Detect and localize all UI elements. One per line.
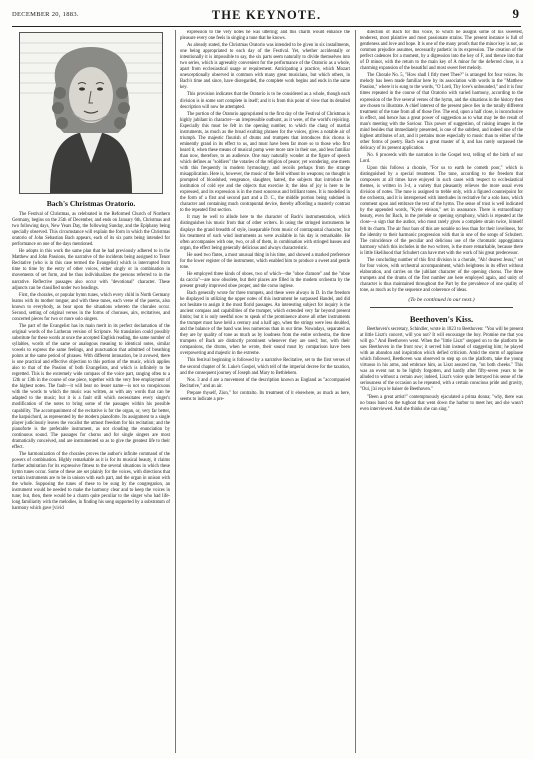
to-be-continued: (To be continued in our next.) (408, 297, 475, 304)
article-paragraph: Upon this follows a chorale, "For us to earth he cometh poor," which is distinguished by a special treatment. The tune, according to the freedom that composers at all times have enjoyed in such cases with respect to ecclesiastical themes, is written in 3-4, a variety that pleasantly relieves the more usual even division of notes. The tune is assigned to treble only, with a figured counterpoint for the orchestra, and it is interspersed with interludes in recitative for a solo bass, which comment upon and embrace the text of the hymn. The sense of trust is well indicated by the appended words, "Kyrie eleison," set in assonance. There is extraordinary beauty, even for Bach, in the prelude or opening symphony, which is repeated at the close—a sign that the author, who most rarely gives a complete strain twice, himself felt its charm. The air four bars of this are notable no less than for their loveliness, for the identity to their harmonic progression with that in one of the songs of Schubert. The coincidence of the peculiar and delicious use of the chromatic appoggiatura harmony which this includes in the two writers, is the more remarkable, because there is little likelihood that Schubert can have met with the work of his great predecessor. (360, 166, 523, 256)
column-divider (175, 30, 176, 753)
article-paragraph: No. 6 proceeds with the narration in the Gospel text, telling of the birth of our Lord. (360, 152, 523, 164)
column-2 (180, 30, 350, 753)
article-paragraph: It may be well to allude here to the character of Bach's instrumentation, which distinguishes his music from that of other writers. In using the stringed instruments he displays the grand breadth of style, inseparable from music of contrapuntal character, but his treatment of such wind instruments as were available in his day is remarkable. He often accompanies with one, two, or all of them, in combination with stringed basses and organ, the effect being generally delicious and always characteristic. (180, 215, 350, 251)
article-paragraph: This provision indicates that the Oratorio is to be considered as a whole, though each division is in some sort complete in itself; and it is from this point of view that its detailed description will now be attempted. (180, 92, 350, 110)
article-paragraph: The Festival of Christmas, as celebrated in the Reformed Church of Northern Germany, begins on the 25th of December, and ends on January 6th, Christmas and two following days, New Years Day, the following Sunday, and the Epiphany being specially observed. This circumstance will explain the form in which the Christmas oratorio of John Sebastian Bach appears, each of its six parts being intended for performance on one of the days mentioned. (12, 212, 170, 248)
bach-portrait (19, 32, 163, 194)
column-3 (360, 30, 523, 753)
column-1 (12, 30, 170, 753)
article-paragraph: The Chorale No. 5, "How shall I fitly meet Thee?" is arranged for four voices. Its melody has been made familiar here by its association with words in the "Matthew Passion," where it is sung to the words, "O Lord, Thy love's unbounded," and it is four times repeated in the course of that Oratorio with varied harmony, according to the expression of the five several verses of the hymn, and the situations in the history then are chosen to illustrate. A chief interest of the present piece lies in the totally different treatment of the tune from all of those five. The end, upon a half close, is inconclusive in effect, and hence has a great power of suggestion as to what may be the result of man's meeting with the Saviour. This power of suggestion, of raising images in the mind besides that immediately presented, is one of the subtlest, and indeed one of the highest attributes of art, and it pertains more especially to music than to either of the other forms of poetry. Bach was a great master of it, and has rarely surpassed the delicacy of its present application. (360, 73, 523, 151)
issue-date: DECEMBER 20, 1883. (12, 11, 79, 18)
article-paragraph: He used two flutes, a most unusual thing in his time, and showed a marked preference for the lower register of the instrument, which enabled him to produce a sweet and gentle tone. (180, 252, 350, 270)
article-paragraph: He adopts in this work the same plan that he had previously adhered to in the Matthew and John Passions, the narrative of the incidents being assigned to Tenor Recitative (who is in this case termed the Evangelist) which is interrupted from time to time by the entry of other voices, either singly or in combination in movements of set form, and be thus individualizes the persons referred to in the narrative. Reflective passages also occur with "devotional" character. These adjuncts can be classified under two headings. (12, 249, 170, 291)
article-paragraph: This festival beginning is followed by a narrative Recitative, set to the first verses of the second chapter of St. Luke's Gospel, which tell of the imperial decree for the taxation, and the consequent journey of Joseph and Mary to Bethlehem. (180, 358, 350, 376)
portrait-caption: Bach's Christmas Oratorio. (46, 199, 136, 208)
section-rule (370, 307, 513, 308)
article-paragraph: Prepare thyself, Zion," for contralto. Its treatment of it elsewhere, as much as here, seems to indicate a pre- (180, 390, 350, 402)
article-paragraph: The concluding number of this first division is a chorale, "Ah! dearest Jesus," set for four voices, with orchestral accompaniment, which heightens in its effect without elaboration, and carries on the jubilant character of the opening chorus. The three trumpets and the drums of the first number are here employed again, and unity of character is thus maintained throughout the Part by the prevalence of one quality of tone, as much as by the sequence and coherence of ideas. (360, 257, 523, 293)
article-paragraph: The harmonization of the chorales proves the author's infinite command of the powers of combination. Highly remarkable as it is for its musical beauty, it claims further admiration for its expressive fitness to the several situations in which these hymn tunes occur. Some of these are set plainly for the voices, with directions that certain instruments are to be in unison with each part, and the organ in unison with the whole. Supposing the tunes of these to be sung by the congregation, an instrument would be needed to make the harmony clear and to keep the voices in tune; but, then, there would be a charm quite peculiar to the singer who had life-long familiarity with the melodies, in finding his song supported by a substratum of harmony which gave [vivid (12, 451, 170, 512)
article-paragraph: Nos. 3 and 4 are a movement of the description known as England as "accompanied Recitative," and an air. (180, 377, 350, 389)
article-paragraph: Bach generally wrote for three trumpets, and these were always in D. In the freedom he displayed in utilizing the upper notes of this instrument he surpassed Handel, and did not hesitate to assign it the most florid passages. An interesting subject for inquiry is the ancient compass and capabilities of the trumpet, which extended very far beyond present limits; but it is only needful now to speak of the prominence above all other instruments the trumpet must have held a century and a half ago, when the strings were less doubled, and the balance of the band was less numerous than in our time. Nowadays, separated as they are by quality of tone as much as by loudness from the entire orchestra, the three trumpets of Bach are distinctly prominent whenever they are used; but, with their companions, the drums, when he wrote, their sound must by comparison have been overpowering and majestic in the extreme. (180, 290, 350, 357)
article-paragraph: dilection of Bach for this voice, to which he assigns some of his sweetest, tenderest, most plaintive and most passionate strains. The present instance is full of gentleness and love and hope. It is one of the many proofs that the minor key is not, as common prejudice assumes, necessarily pathetic in its expression. The creation of the perfect cadences for a moment, by a digression into the key of F, and thence into that of D minor, with the return to the main key of A minor for the deferred close, is a charming expansion of the beautiful and most sweet feet melody. (360, 30, 523, 72)
article-paragraph: The part of the Evangelist has its main merit in its perfect declamation of the original words of the Lutheran version of Scripture. No translation could possibly substitute for these words at once the accepted English reading, the same number of syllables, words of the same or analogous meaning to identical notes, similar vowels to express the same feelings, and punctuation that admitted of breathing points at the same period of phrases. With different intonation, be it avowed, there is one practical and effective objection to this portion of the music, which applies also to that of the Passion of both Evangelists, and which is infinitely to be regretted. This is the extremely wide compass of the voice part, ranging often to a 12th or 13th in the course of one piece, together with the very free employment of the highest notes. The fault—it will bear no lesser name—is not so conspicuous with the words to which the music was written, as with any words that can be adapted to the music; but it is a fault still which necessitates every singer's modification of the notes to bring some of the passages within his possible capability. The accompaniment of the recitative is for the organ, or, very far better, the harpsichord, as represented by the modern pianoforte. Its assignment to a single player judiciously leaves the vocalist the utmost freedom for his recitation; and the pianoforte is the preferable instrument, as not clouding the enunciation by continuous sound. The passages for chorus and for single singers are most dramatically conceived, and are instrumented so as to give the greatest life to their effect. (12, 323, 170, 450)
column-divider (355, 30, 356, 753)
article-paragraph: As already stated, the Christmas Oratorio was intended to be given in six installments, one being appropriated to each day of the Festival. Yet, whether accidentally or intentionally it is impossible to say, the six parts seem naturally to divide themselves into two series, which is agreeably convenient for the performance of the Oratorio as a whole, apart from ecclesiastical usage or requirement. Anticipating a practice, which Mozart unexceptionally observed in common with many great musicians, but which others, in Bach's time and since, have disregarded, the complete work begins and ends in the same key. (180, 43, 350, 91)
page-number: 9 (512, 6, 519, 21)
section-heading: Beethoven's Kiss. (409, 314, 474, 325)
page-header (12, 6, 521, 27)
article-paragraph: First, the chorales, or popular hymn tunes, which every child in North Germany learns with its mother tongue; and with these tunes, each verse of the poems, also known to everybody, as bear upon the situations whereto the chorales occur. Second, setting of original verses in the forms of choruses, airs, recitatives, and concerted pieces for two or more solo singers. (12, 292, 170, 322)
article-paragraph: He employed three kinds of oboes, two of which—the "oboe d'amore" and the "oboe da caccia"—are now obsolete, but their places are filled in the modern orchestra by the present greatly improved oboe proper, and the corno inglese. (180, 271, 350, 289)
masthead-title: THE KEYNOTE. (211, 8, 322, 22)
article-paragraph: expression to the very notes he was uttering; and this charm would enhance the pleasure every one feels in singing a tune that he knows. (180, 30, 350, 42)
portrait-engraving (20, 33, 162, 193)
article-paragraph: "Been a great artist!" contemptuously ejaculated a prima donna; "why, there was no brass band on the tugboat that went down the harbor to meet her, and she wasn't even interviewed. And she thinks she can sing." (360, 394, 523, 412)
article-paragraph: Beethoven's secretary, Schindler, wrote in 1823 to Beethoven: "You will be present at little Liszt's concert, will you not? It will encourage the boy. Promise me that you will go." And Beethoven went. When the "little Liszt" stepped on to the platform he saw Beethoven in the front row; it served him instead of staggering him; he played with an abandon and inspiration which defied criticism. Amid the storm of applause which followed, Beethoven was observed to step up on the platform, take the young virtuoso in his arms, and embrace him, as Liszt assured me, "on both cheeks." This was an event not to be lightly forgotten, and hardly after fifty-seven years to be alluded to without a certain awe; indeed, Liszt's voice quite betrayed his sense of the seriousness of the occasion as he repeated, with a certain conscious pride and gravity, "Oui, j'ai reçu le baiser de Beethoven." (360, 327, 523, 393)
article-paragraph: The portion of the Oratorio appropriated to the first day of the Festival of Christmas is highly jubilant in character—an irrepressible outburst, as it were, of the world's rejoicing. Especially this must be felt in the opening number, to which the clang of martial instruments, as much as the broad exulting phrases for the voices, gives a notable air of triumph. The majestic flourish of drums and trumpets that introduces this chorus is eminently grand in its effect to us, and must have been far more so to those who first heard it, when these means of musical pomp were more rare in their use, and less familiar than now, therefore, to an audience. One may naturally wonder at the figure of speech which defines as "soldiers" the votaries of the religion of peace; yet wondering, one meets with this frequently in modern hymnology, and recoils perhaps from the strange misapplication. Here is, however, the music of the field without its weapons; no thought is prompted of bloodshed, vengeance, slaughter, hatred, the subjects that introduce the institution of cold eye and the objects that exercise it; the idea of joy is here to be expressed, and its expression is in the most sonorous and brilliant tones. It is modelled in the form of a first and second part and a D. C., the middle portion being subdued in character and containing much contrapuntal device, thereby affording a masterly contrast to the repeated first section. (180, 111, 350, 214)
